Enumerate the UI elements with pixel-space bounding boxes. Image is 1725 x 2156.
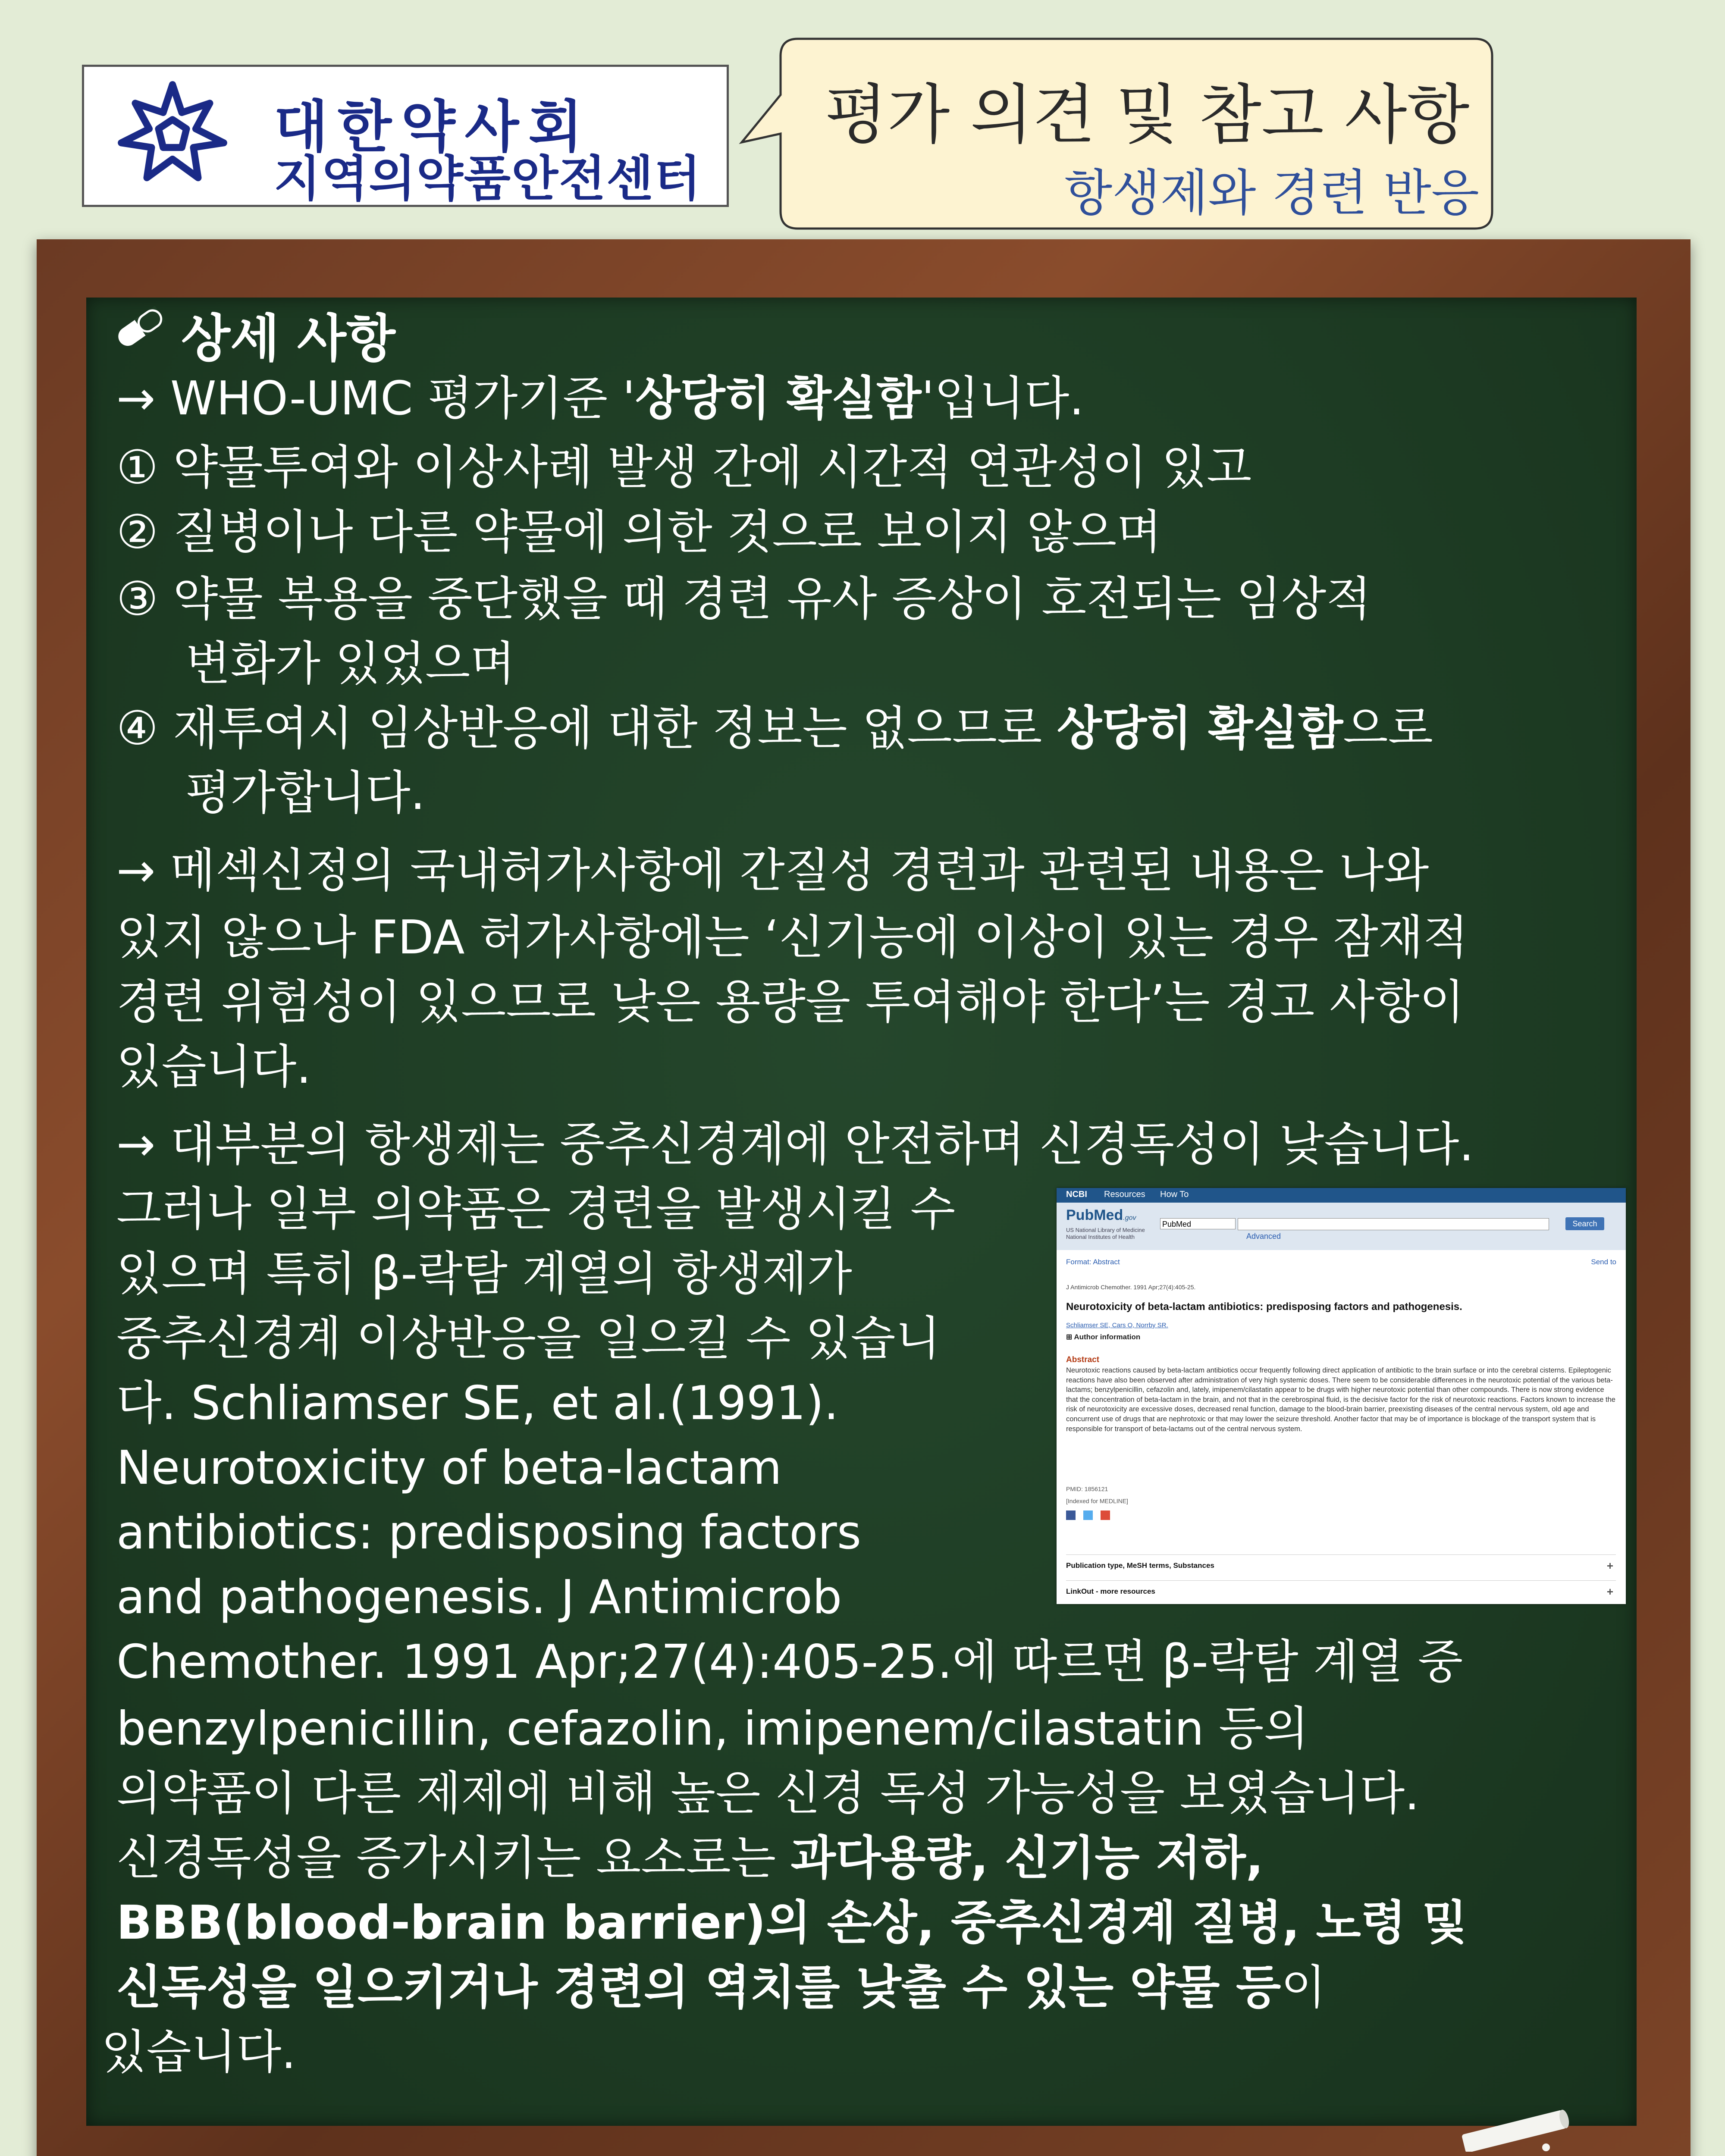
org-logo xyxy=(82,65,729,207)
database-select[interactable]: PubMed xyxy=(1160,1218,1236,1229)
page-title: 평가 의견 및 참고 사항 xyxy=(825,78,1470,153)
format-selector[interactable]: Format: Abstract xyxy=(1066,1258,1120,1266)
pubmed-logo: PubMed.gov xyxy=(1066,1207,1136,1223)
pubmed-header xyxy=(1057,1203,1626,1250)
label-note-line-2: 있지 않으나 FDA 허가사항에는 ‘신기능에 이상이 있는 경우 잠재적 xyxy=(116,911,1468,965)
send-to-menu[interactable]: Send to xyxy=(1591,1258,1616,1266)
literature-line-7: antibiotics: predisposing factors xyxy=(116,1506,862,1560)
search-button[interactable]: Search xyxy=(1565,1217,1604,1230)
pmid: PMID: 1856121 xyxy=(1066,1485,1108,1492)
literature-line-4: 중추신경계 이상반응을 일으킬 수 있습니 xyxy=(116,1312,941,1366)
pubmed-topbar xyxy=(1057,1188,1626,1203)
literature-line-11: 의약품이 다른 제제에 비해 높은 신경 독성 가능성을 보였습니다. xyxy=(116,1767,1420,1821)
literature-line-12: 신경독성을 증가시키는 요소로는 과다용량, 신기능 저하, xyxy=(116,1831,1264,1885)
abstract-text: Neurotoxic reactions caused by beta-lactam antibiotics occur frequently following direct application of antibiotic to the brain surface or into the cerebral cisterns. Epileptogenic reactions have also been observed after administration of very high systemic doses. There seem to be considerable differences in the neurotoxic potential of the various beta-lactams; benzylpenicillin, cefazolin and, lately, imipenem/cilastatin appear to be drugs with higher neurotoxic potential than other compounds. There is now strong evidence that the concentration of beta-lactam in the brain, and not that in the cerebrospinal fluid, is the decisive factor for the risk of neurotoxic reactions. Factors known to increase the risk of neurotoxicity are excessive doses, decreased renal function, damage to the blood-brain barrier, preexisting diseases of the central nervous system, old age and concurrent use of drugs that are nephrotoxic or that may lower the seizure threshold. Another factor that may be of importance is blockage of the transport system that is responsible for transport of beta-lactams out of the central nervous system. xyxy=(1066,1366,1615,1433)
org-name-line1: 대한약사회 xyxy=(274,94,592,160)
assessment-line-5: 변화가 있었으며 xyxy=(185,637,515,691)
abstract-heading: Abstract xyxy=(1066,1355,1100,1364)
pubmed-screenshot xyxy=(1057,1188,1626,1604)
twitter-share-icon[interactable] xyxy=(1083,1510,1093,1520)
pill-capsule-icon xyxy=(108,302,172,354)
literature-line-9: Chemother. 1991 Apr;27(4):405-25.에 따르면 β-락탐 계열 중 xyxy=(116,1635,1463,1689)
article-title: Neurotoxicity of beta-lactam antibiotics: predisposing factors and pathogenesis. xyxy=(1066,1301,1462,1313)
nlm-caption: US National Library of Medicine National Institutes of Health xyxy=(1066,1227,1145,1240)
advanced-link[interactable]: Advanced xyxy=(1246,1232,1281,1241)
assessment-line-6: ④ 재투여시 임상반응에 대한 정보는 없으므로 상당히 확실함으로 xyxy=(116,702,1433,755)
author-information-toggle[interactable]: ⊞ Author information xyxy=(1066,1333,1141,1341)
expand-icon[interactable]: + xyxy=(1606,1559,1613,1572)
howto-menu[interactable]: How To xyxy=(1160,1190,1189,1199)
literature-line-13: BBB(blood-brain barrier)의 손상, 중추신경계 질병, 노령 및 xyxy=(116,1896,1468,1950)
page-subtitle: 항생제와 경련 반응 xyxy=(1064,164,1479,222)
chalk-icon xyxy=(1458,2109,1574,2152)
section-heading: 상세 사항 xyxy=(181,309,396,368)
assessment-line-1: → WHO-UMC 평가기준 '상당히 확실함'입니다. xyxy=(116,372,1084,426)
assessment-line-4: ③ 약물 복용을 중단했을 때 경련 유사 증상이 호전되는 임상적 xyxy=(116,572,1371,626)
resources-menu[interactable]: Resources xyxy=(1104,1190,1145,1199)
facebook-share-icon[interactable] xyxy=(1066,1510,1076,1520)
assessment-line-2: ① 약물투여와 이상사례 발생 간에 시간적 연관성이 있고 xyxy=(116,441,1252,495)
literature-line-8: and pathogenesis. J Antimicrob xyxy=(116,1570,842,1624)
label-note-line-1: → 메섹신정의 국내허가사항에 간질성 경련과 관련된 내용은 나와 xyxy=(116,844,1429,898)
kpa-emblem-icon xyxy=(114,78,231,194)
search-input[interactable] xyxy=(1238,1218,1549,1230)
literature-line-15: 있습니다. xyxy=(101,2025,296,2079)
citation-line[interactable]: J Antimicrob Chemother. 1991 Apr;27(4):405-25. xyxy=(1066,1284,1196,1291)
expand-icon[interactable]: + xyxy=(1606,1585,1613,1598)
ncbi-logo: NCBI xyxy=(1066,1190,1087,1199)
label-note-line-3: 경련 위험성이 있으므로 낮은 용량을 투여해야 한다’는 경고 사항이 xyxy=(116,975,1465,1029)
label-note-line-4: 있습니다. xyxy=(116,1040,311,1094)
literature-line-10: benzylpenicillin, cefazolin, imipenem/cilastatin 등의 xyxy=(116,1702,1309,1756)
publication-type-row[interactable]: Publication type, MeSH terms, Substances + xyxy=(1066,1554,1616,1576)
author-list[interactable]: Schliamser SE, Cars O, Norrby SR. xyxy=(1066,1322,1168,1329)
org-name-line2: 지역의약품안전센터 xyxy=(274,151,702,207)
assessment-line-3: ② 질병이나 다른 약물에 의한 것으로 보이지 않으며 xyxy=(116,505,1162,559)
literature-line-2: 그러나 일부 의약품은 경련을 발생시킬 수 xyxy=(116,1182,956,1236)
google-share-icon[interactable] xyxy=(1101,1510,1110,1520)
linkout-row[interactable]: LinkOut - more resources + xyxy=(1066,1580,1616,1602)
indexed-note: [Indexed for MEDLINE] xyxy=(1066,1498,1128,1504)
assessment-line-7: 평가합니다. xyxy=(185,766,425,820)
literature-line-5: 다. Schliamser SE, et al.(1991). xyxy=(116,1376,839,1430)
literature-line-3: 있으며 특히 β-락탐 계열의 항생제가 xyxy=(116,1247,852,1301)
literature-line-6: Neurotoxicity of beta-lactam xyxy=(116,1441,782,1495)
literature-line-14: 신독성을 일으키거나 경련의 역치를 낮출 수 있는 약물 등이 xyxy=(116,1961,1326,2015)
literature-line-1: → 대부분의 항생제는 중추신경계에 안전하며 신경독성이 낮습니다. xyxy=(116,1118,1474,1172)
